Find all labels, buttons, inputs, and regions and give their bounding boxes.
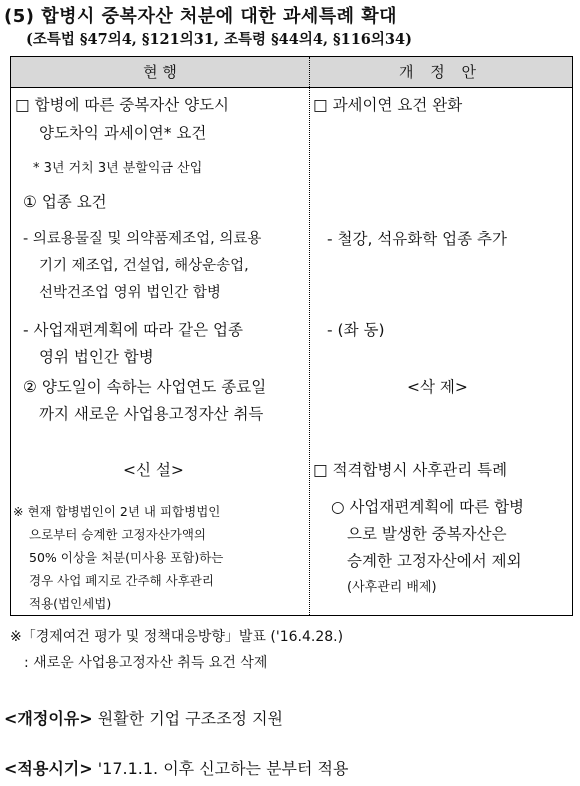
apply-row [4,756,348,779]
current-req1-a-line3: 선박건조업 영위 법인간 합병 [39,285,221,301]
current-item1-line2: 양도차익 과세이연* 요건 [39,124,207,142]
reason-text: 원활한 기업 구조조정 지원 [97,709,284,728]
current-req2-line2: 까지 새로운 사업용고정자산 취득 [39,405,264,423]
current-item1-line1: □ 합병에 따른 중복자산 양도시 [15,96,230,114]
table-header [11,57,572,88]
reason-label: <개정이유> [4,709,93,728]
current-note-line5: 적용(법인세법) [29,596,112,611]
current-note-line3: 50% 이상을 처분(미사용 포함)하는 [29,550,224,565]
revised-sub-line4: (사후관리 배제) [347,580,437,595]
current-req1-a-line2: 기기 제조업, 건설업, 해상운송업, [39,258,249,274]
current-req1-b-line1: - 사업재편계획에 따라 같은 업종 [23,321,243,339]
revised-sub-line2: 으로 발생한 중복자산은 [347,525,507,543]
revised-req1-b: - (좌 동) [327,321,385,339]
current-req2-line1: ② 양도일이 속하는 사업연도 종료일 [23,378,267,396]
reason-row [4,706,283,729]
section-title: (5) 합병시 중복자산 처분에 대한 과세특례 확대 [4,6,398,27]
revised-req1-a: - 철강, 석유화학 업종 추가 [327,230,507,248]
current-new-label: <신 설> [123,461,184,479]
current-note-line4: 경우 사업 폐지로 간주해 사후관리 [29,573,214,588]
apply-label: <적용시기> [4,759,93,778]
revised-item2: □ 적격합병시 사후관리 특례 [313,461,508,479]
revised-item1: □ 과세이연 요건 완화 [313,96,463,114]
header-revised: 개 정 안 [398,63,482,81]
current-note-line2: 으로부터 승계한 고정자산가액의 [29,527,206,542]
current-note-line1: ※ 현재 합병법인이 2년 내 피합병법인 [13,504,221,519]
header-current: 현 행 [11,57,310,87]
current-req1-b-line2: 영위 법인간 합병 [39,348,154,366]
current-req1: ① 업종 요건 [23,193,107,211]
revised-sub-line3: 승계한 고정자산에서 제외 [347,552,522,570]
bottom-note-line2: : 새로운 사업용고정자산 취득 요건 삭제 [24,655,268,671]
revised-sub-line1: ○ 사업재편계획에 따른 합병 [331,498,525,516]
comparison-table [10,56,573,616]
current-req1-a-line1: - 의료용물질 및 의약품제조업, 의료용 [23,231,262,247]
apply-text: '17.1.1. 이후 신고하는 분부터 적용 [97,759,349,778]
current-footnote: * 3년 거치 3년 분할익금 산입 [33,161,203,176]
bottom-note-line1: ※「경제여건 평가 및 정책대응방향」발표 ('16.4.28.) [10,629,344,645]
law-reference: (조특법 §47의4, §121의31, 조특령 §44의4, §116의34) [26,31,412,48]
revised-req2-deleted: <삭 제> [407,378,468,396]
